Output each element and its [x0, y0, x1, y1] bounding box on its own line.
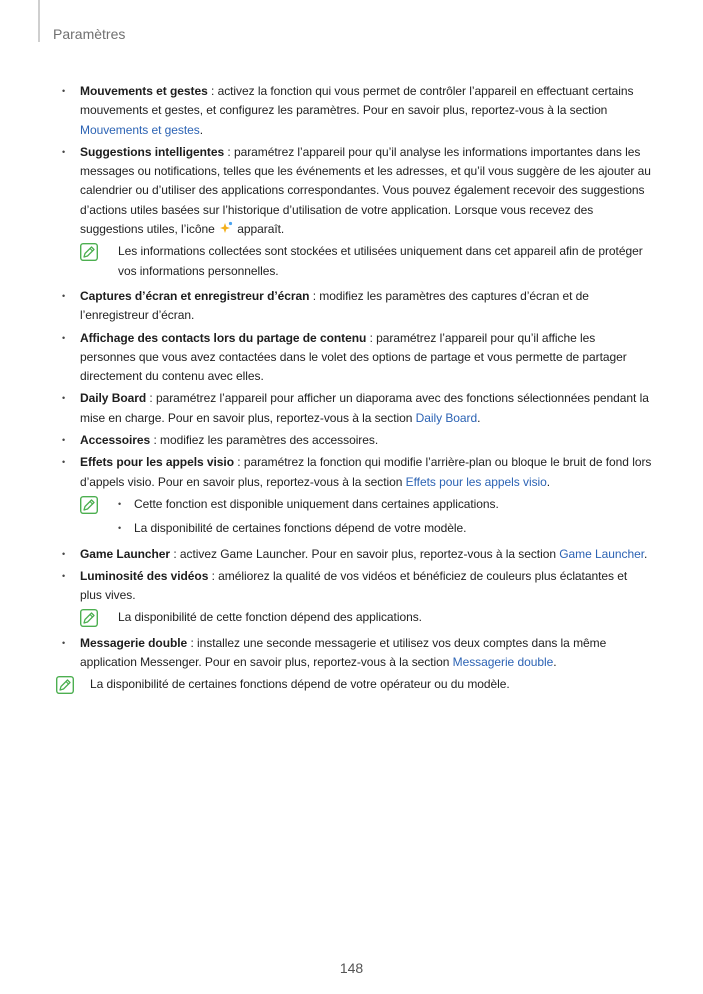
item-term: Affichage des contacts lors du partage de contenu — [80, 330, 367, 345]
section-link[interactable]: Mouvements et gestes — [80, 122, 200, 137]
item-term: Daily Board — [80, 391, 147, 406]
list-item: • Affichage des contacts lors du partage de contenu : paramétrez l’appareil pour qu’il affiche les personnes que vous avez contactées dans le volet des options de partage et vous permette de partager directement du contenu avec elles. — [56, 329, 652, 387]
list-item: • Captures d’écran et enregistreur d’écran : modifiez les paramètres des captures d’écran et de l’enregistreur d’écran. — [56, 287, 652, 326]
item-term: Accessoires — [80, 433, 151, 448]
list-item: • Game Launcher : activez Game Launcher. Pour en savoir plus, reportez-vous à la section Game Launcher. — [56, 545, 652, 564]
list-item: • Effets pour les appels visio : paramétrez la fonction qui modifie l’arrière-plan ou bloque le bruit de fond lors d’appels visio. Pour en savoir plus, reportez-vous à la section Effets pour les appels visio. — [56, 453, 652, 492]
list-item: • Messagerie double : installez une seconde messagerie et utilisez vos deux comptes dans la même application Messenger. Pour en savoir plus, reportez-vous à la section Messagerie double. — [56, 634, 652, 673]
note-icon — [80, 243, 98, 261]
list-item: • Accessoires : modifiez les paramètres des accessoires. — [56, 431, 652, 450]
list-item: • Luminosité des vidéos : améliorez la qualité de vos vidéos et bénéficiez de couleurs plus éclatantes et plus vives. — [56, 567, 652, 606]
section-link[interactable]: Effets pour les appels visio — [405, 474, 547, 489]
item-term: Mouvements et gestes — [80, 84, 208, 98]
final-note: La disponibilité de certaines fonctions dépend de votre opérateur ou du modèle. — [56, 675, 652, 694]
item-term: Game Launcher — [80, 546, 171, 561]
sub-bullet: • La disponibilité de certaines fonctions dépend de votre modèle. — [118, 519, 652, 538]
note-icon — [80, 496, 98, 514]
list-item: • Mouvements et gestes : activez la fonction qui vous permet de contrôler l’appareil en effectuant certains mouvements et gestes, et configurez les paramètres. Pour en savoir plus, reportez-vous à la section Mouvements et gestes. — [56, 82, 652, 140]
item-term: Suggestions intelligentes — [80, 144, 225, 159]
page-header: Paramètres — [53, 26, 126, 42]
sparkle-icon — [219, 221, 233, 235]
note — [80, 495, 652, 539]
item-term: Effets pour les appels visio — [80, 455, 234, 470]
item-term: Messagerie double — [80, 635, 188, 650]
note: Les informations collectées sont stockées et utilisées uniquement dans cet appareil afin de protéger vos informations personnelles. — [80, 242, 652, 281]
corner-marker — [38, 0, 40, 42]
section-link[interactable]: Game Launcher — [559, 546, 644, 561]
sub-bullet: • Cette fonction est disponible uniquement dans certaines applications. — [118, 495, 652, 514]
page-number: 148 — [339, 960, 364, 976]
settings-list — [56, 82, 652, 695]
item-term: Luminosité des vidéos — [80, 568, 209, 583]
list-item: • Daily Board : paramétrez l’appareil pour afficher un diaporama avec des fonctions sélectionnées pendant la mise en charge. Pour en savoir plus, reportez-vous à la section Daily Board. — [56, 389, 652, 428]
list-item: • Suggestions intelligentes : paramétrez l’appareil pour qu’il analyse les informations importantes dans les messages ou notifications, telles que les événements et les adresses, et qu’il vous suggère de les ajouter au calendrier ou d’utiliser des applications correspondantes. Vous pouvez également recevoir des suggestions d’actions utiles basées sur l’historique d’utilisation de votre application. Lorsque vous recevez des suggestions utiles, l’icône apparaît. — [56, 143, 652, 239]
section-link[interactable]: Daily Board — [415, 410, 478, 425]
section-link[interactable]: Messagerie double — [452, 655, 554, 670]
item-term: Captures d’écran et enregistreur d’écran — [80, 288, 310, 303]
note: La disponibilité de cette fonction dépend des applications. — [80, 608, 652, 627]
note-icon — [56, 676, 74, 694]
note-icon — [80, 609, 98, 627]
